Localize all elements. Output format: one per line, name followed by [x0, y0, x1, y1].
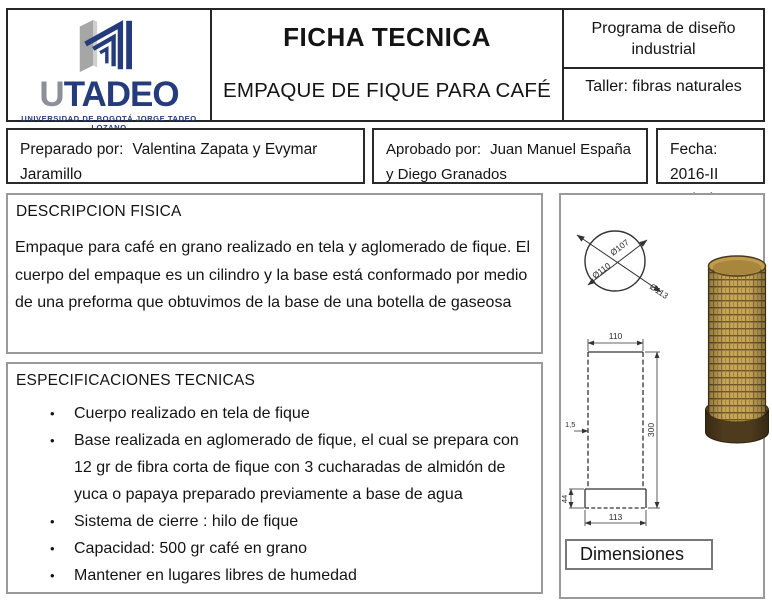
- spec-item-text: Mantener en lugares libres de humedad: [74, 567, 357, 584]
- dim-label-height: 300: [646, 422, 656, 438]
- date-label: Fecha:: [670, 141, 718, 158]
- utadeo-wordmark: [8, 75, 210, 114]
- bullet-icon: •: [50, 568, 55, 583]
- prepared-by-value: Valentina Zapata y Evymar Jaramillo: [20, 141, 318, 183]
- physical-description-box: [6, 193, 543, 354]
- approved-by-label: Aprobado por:: [386, 141, 482, 158]
- bullet-icon: •: [50, 433, 55, 448]
- spec-item-text: Capacidad: 500 gr café en grano: [74, 540, 308, 557]
- title-cell: [212, 8, 564, 122]
- program-cell: [564, 8, 765, 69]
- description-title: DESCRIPCION FISICA: [16, 203, 182, 220]
- prepared-by-cell: [6, 128, 365, 184]
- spec-item: [8, 427, 541, 508]
- description-body: Empaque para café en grano realizado en tela y aglomerado de fique. El cuerpo del empaque es un cilindro y la base está conformado por medio de una preforma que obtuvimos de la base de una botella de gaseosa: [15, 239, 531, 311]
- approved-by-cell: [372, 128, 648, 184]
- spec-item: [8, 535, 541, 562]
- dim-label-d110: Ø110: [590, 260, 613, 281]
- document-title: FICHA TECNICA: [283, 22, 491, 52]
- specs-title: ESPECIFICACIONES TECNICAS: [16, 372, 255, 389]
- date-cell: [656, 128, 765, 184]
- bullet-icon: •: [50, 541, 55, 556]
- dim-label-d107: Ø107: [608, 237, 631, 258]
- spec-item: [8, 562, 541, 589]
- document-subtitle: EMPAQUE DE FIQUE PARA CAFÉ: [223, 79, 551, 102]
- dim-label-base-height: 44: [560, 494, 569, 504]
- spec-item: [8, 508, 541, 535]
- spec-item-text: Sistema de cierre : hilo de fique: [74, 513, 299, 530]
- university-tagline: UNIVERSIDAD DE BOGOTÁ JORGE TADEO LOZANO: [21, 114, 197, 132]
- bullet-icon: •: [50, 514, 55, 529]
- date-value: 2016-II: [670, 166, 719, 183]
- spec-item: [8, 400, 541, 427]
- dimensions-caption-text: Dimensiones: [580, 544, 685, 564]
- wordmark-tadeo: TADEO: [63, 75, 179, 114]
- dimensions-caption-box: [565, 539, 713, 570]
- top-view-drawing: [577, 231, 661, 292]
- logo-cell: [6, 8, 212, 132]
- prepared-by-label: Preparado por:: [20, 141, 124, 158]
- spec-item-text: Base realizada en aglomerado de fique, el cual se prepara con 12 gr de fibra corta de fique con 3 cucharadas de almidón de yuca o papaya preparado previamente a base de agua: [74, 432, 519, 503]
- wordmark-u: U: [39, 75, 64, 114]
- technical-specs-box: [6, 362, 543, 594]
- workshop-cell: [564, 69, 765, 122]
- program-text: Programa de diseño industrial: [591, 19, 736, 58]
- approved-by-value: Juan Manuel España y Diego Granados: [386, 141, 632, 183]
- dim-label-d113: Ø113: [647, 281, 671, 301]
- drawings-panel: [559, 193, 765, 599]
- dim-label-wall: 1,5: [565, 420, 576, 429]
- spec-item-text: Cuerpo realizado en tela de fique: [74, 405, 310, 422]
- product-3d-render: [706, 256, 769, 443]
- bullet-icon: •: [50, 406, 55, 421]
- dim-label-top-width: 110: [608, 331, 623, 341]
- specs-list: [8, 400, 541, 589]
- dim-label-base-width: 113: [608, 512, 623, 522]
- utadeo-book-icon: [72, 15, 146, 75]
- technical-drawing: [561, 195, 763, 597]
- workshop-text: Taller: fibras naturales: [585, 78, 742, 95]
